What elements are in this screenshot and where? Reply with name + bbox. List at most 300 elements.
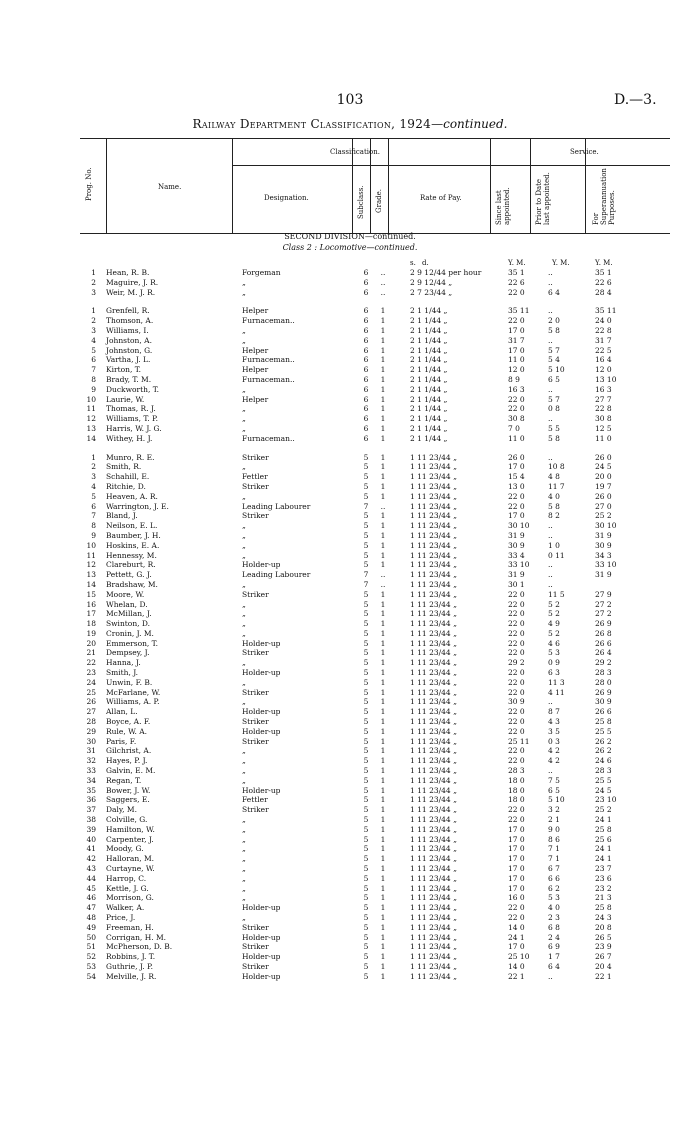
header-rule <box>232 165 490 166</box>
designation: Holder-up <box>242 785 281 795</box>
employee-name: Brady, T. M. <box>106 374 152 384</box>
subclass: 7 <box>363 579 369 589</box>
subclass: 5 <box>363 511 369 521</box>
service-prior: 5 7 <box>548 394 560 404</box>
employee-name: Boyce, A. F. <box>106 717 151 727</box>
table-row <box>0 972 700 982</box>
service-superannuation: 25 8 <box>595 824 612 834</box>
table-row <box>0 531 700 541</box>
grade: 1 <box>380 452 386 462</box>
service-prior: .. <box>548 335 553 345</box>
table-row <box>0 609 700 619</box>
row-number: 48 <box>86 913 96 922</box>
row-number: 41 <box>86 844 96 854</box>
employee-name: Smith, J. <box>106 668 139 678</box>
employee-name: Paris, F. <box>106 736 137 746</box>
service-superannuation: 30 9 <box>595 540 612 550</box>
table-row <box>0 727 700 737</box>
employee-name: McPherson, D. B. <box>106 942 173 952</box>
employee-name: Hamilton, W. <box>106 824 155 834</box>
table-row <box>0 570 700 580</box>
service-since-last: 22 0 <box>508 687 525 697</box>
employee-name: Hayes, P. J. <box>106 756 148 766</box>
service-since-last: 17 0 <box>508 854 525 864</box>
row-number: 33 <box>86 766 96 776</box>
table-row <box>0 903 700 913</box>
rate-of-pay: 1 11 23/44 „ <box>410 834 457 844</box>
designation: „ <box>242 609 246 619</box>
table-row <box>0 893 700 903</box>
table-row <box>0 278 700 288</box>
row-number: 30 <box>86 736 96 746</box>
employee-name: Laurie, W. <box>106 394 145 404</box>
designation: Leading Labourer <box>242 570 311 580</box>
employee-name: Clareburt, R. <box>106 560 156 570</box>
service-superannuation: 20 4 <box>595 961 612 971</box>
designation: „ <box>242 579 246 589</box>
employee-name: Heaven, A. R. <box>106 491 158 501</box>
service-since-last: 17 0 <box>508 883 525 893</box>
row-number: 36 <box>86 795 96 805</box>
rate-of-pay: 1 11 23/44 „ <box>410 609 457 619</box>
table-row <box>0 697 700 707</box>
grade: 1 <box>380 922 386 932</box>
service-prior: 2 3 <box>548 913 560 922</box>
rate-of-pay: 1 11 23/44 „ <box>410 775 457 785</box>
employee-name: Bradshaw, M. <box>106 579 158 589</box>
designation: „ <box>242 491 246 501</box>
service-prior: .. <box>548 277 553 287</box>
row-number: 18 <box>86 619 96 629</box>
title-main: Railway Department Classification, 1924 <box>192 117 432 131</box>
employee-name: Johnston, A. <box>106 335 152 345</box>
service-since-last: 22 0 <box>508 316 525 326</box>
rate-of-pay: 1 11 23/44 „ <box>410 824 457 834</box>
table-row <box>0 560 700 570</box>
employee-name: Kettle, J. G. <box>106 883 149 893</box>
subclass: 6 <box>363 414 369 424</box>
table-row <box>0 688 700 698</box>
employee-name: Johnston, G. <box>106 345 153 355</box>
table-row <box>0 365 700 375</box>
grade: 1 <box>380 599 386 609</box>
employee-name: Cronin, J. M. <box>106 628 154 638</box>
header-superannuation: For Superannuation Purposes. <box>592 168 616 225</box>
rate-of-pay: 1 11 23/44 „ <box>410 805 457 815</box>
service-prior: 1 0 <box>548 540 560 550</box>
service-since-last: 24 1 <box>508 932 525 942</box>
row-number: 26 <box>86 697 96 707</box>
employee-name: Grenfell, R. <box>106 306 150 316</box>
service-since-last: 22 0 <box>508 717 525 727</box>
designation: „ <box>242 815 246 825</box>
subclass: 5 <box>363 668 369 678</box>
row-number: 4 <box>91 335 96 345</box>
service-prior: 2 4 <box>548 932 560 942</box>
service-since-last: 22 0 <box>508 668 525 678</box>
designation: „ <box>242 658 246 668</box>
service-since-last: 22 0 <box>508 589 525 599</box>
table-row <box>0 746 700 756</box>
service-superannuation: 16 4 <box>595 355 612 365</box>
row-number: 2 <box>91 316 96 326</box>
service-superannuation: 22 6 <box>595 277 612 287</box>
table-row <box>0 933 700 943</box>
designation: „ <box>242 540 246 550</box>
service-since-last: 22 0 <box>508 619 525 629</box>
row-number: 24 <box>86 677 96 687</box>
subclass: 5 <box>363 589 369 599</box>
subclass: 5 <box>363 795 369 805</box>
rate-of-pay: 1 11 23/44 „ <box>410 903 457 913</box>
service-superannuation: 26 4 <box>595 648 612 658</box>
service-superannuation: 33 10 <box>595 560 617 570</box>
grade: 1 <box>380 834 386 844</box>
row-number: 31 <box>86 746 96 756</box>
employee-name: Unwin, F. B. <box>106 677 153 687</box>
rate-of-pay: 1 11 23/44 „ <box>410 452 457 462</box>
table-row <box>0 580 700 590</box>
designation: Helper <box>242 306 269 316</box>
service-superannuation: 28 0 <box>595 677 612 687</box>
service-superannuation: 26 7 <box>595 952 612 962</box>
grade: 1 <box>380 864 386 874</box>
grade: 1 <box>380 756 386 766</box>
table-row <box>0 629 700 639</box>
service-since-last: 18 0 <box>508 785 525 795</box>
service-since-last: 22 0 <box>508 491 525 501</box>
grade: 1 <box>380 472 386 482</box>
row-number: 32 <box>86 756 96 766</box>
service-since-last: 33 4 <box>508 550 525 560</box>
service-prior: 6 5 <box>548 374 560 384</box>
table-row <box>0 668 700 678</box>
service-prior: 6 2 <box>548 883 560 893</box>
employee-name: Bland, J. <box>106 511 138 521</box>
grade: 1 <box>380 530 386 540</box>
grade: 1 <box>380 795 386 805</box>
rate-of-pay: 1 11 23/44 „ <box>410 628 457 638</box>
header-grade: Grade. <box>375 189 383 213</box>
subclass: 5 <box>363 638 369 648</box>
rate-of-pay: 1 11 23/44 „ <box>410 854 457 864</box>
rate-of-pay: 2 7 23/44 „ <box>410 287 453 297</box>
row-number: 43 <box>86 864 96 874</box>
subclass: 5 <box>363 805 369 815</box>
service-since-last: 22 0 <box>508 599 525 609</box>
service-since-last: 17 0 <box>508 462 525 472</box>
subclass: 5 <box>363 726 369 736</box>
rate-of-pay: 1 11 23/44 „ <box>410 540 457 550</box>
subclass: 5 <box>363 824 369 834</box>
table-row <box>0 619 700 629</box>
grade: 1 <box>380 365 386 375</box>
row-number: 38 <box>86 815 96 825</box>
employee-name: Colville, G. <box>106 815 148 825</box>
header-rule <box>490 165 670 166</box>
service-prior: 6 7 <box>548 864 560 874</box>
grade: 1 <box>380 345 386 355</box>
service-superannuation: 29 2 <box>595 658 612 668</box>
employee-name: Williams, I. <box>106 325 149 335</box>
header-rule <box>388 139 389 233</box>
grade: 1 <box>380 854 386 864</box>
designation: „ <box>242 530 246 540</box>
service-prior: 6 9 <box>548 942 560 952</box>
service-since-last: 17 0 <box>508 325 525 335</box>
service-since-last: 17 0 <box>508 942 525 952</box>
grade: 1 <box>380 775 386 785</box>
service-superannuation: 22 8 <box>595 404 612 414</box>
designation: „ <box>242 599 246 609</box>
rate-of-pay: 1 11 23/44 „ <box>410 697 457 707</box>
service-superannuation: 25 8 <box>595 717 612 727</box>
designation: Helper <box>242 365 269 375</box>
subclass: 5 <box>363 775 369 785</box>
designation: Striker <box>242 589 269 599</box>
row-number: 1 <box>91 268 96 277</box>
row-number: 34 <box>86 775 96 785</box>
row-number: 11 <box>86 550 96 560</box>
rate-of-pay: 1 11 23/44 „ <box>410 873 457 883</box>
table-row <box>0 326 700 336</box>
subclass: 5 <box>363 932 369 942</box>
subclass: 5 <box>363 707 369 717</box>
service-superannuation: 25 5 <box>595 775 612 785</box>
designation: Holder-up <box>242 726 281 736</box>
service-since-last: 22 0 <box>508 609 525 619</box>
service-since-last: 8 9 <box>508 374 520 384</box>
service-prior: 0 8 <box>548 404 560 414</box>
service-since-last: 35 11 <box>508 306 530 316</box>
service-prior: 0 3 <box>548 736 560 746</box>
service-superannuation: 19 7 <box>595 481 612 491</box>
employee-name: Halloran, M. <box>106 854 155 864</box>
service-since-last: 16 0 <box>508 893 525 903</box>
employee-name: Hanna, J. <box>106 658 141 668</box>
employee-name: Moore, W. <box>106 589 145 599</box>
designation: „ <box>242 746 246 756</box>
subclass: 5 <box>363 864 369 874</box>
subclass: 5 <box>363 540 369 550</box>
rate-of-pay: 1 11 23/44 „ <box>410 932 457 942</box>
table-row <box>0 805 700 815</box>
service-prior: 8 2 <box>548 511 560 521</box>
service-superannuation: 26 2 <box>595 736 612 746</box>
designation: Striker <box>242 942 269 952</box>
designation: Helper <box>242 345 269 355</box>
row-number: 20 <box>86 638 96 648</box>
rate-of-pay: 1 11 23/44 „ <box>410 570 457 580</box>
subclass: 5 <box>363 873 369 883</box>
service-since-last: 22 1 <box>508 971 525 981</box>
employee-name: Weir, M. J. R. <box>106 287 156 297</box>
table-row <box>0 395 700 405</box>
service-prior: 0 11 <box>548 550 565 560</box>
designation: Furnaceman.. <box>242 374 295 384</box>
service-since-last: 30 9 <box>508 540 525 550</box>
service-since-last: 25 10 <box>508 952 530 962</box>
rate-of-pay: 1 11 23/44 „ <box>410 717 457 727</box>
table-row <box>0 424 700 434</box>
service-superannuation: 16 3 <box>595 384 612 394</box>
rate-of-pay: 1 11 23/44 „ <box>410 521 457 531</box>
service-prior: 2 0 <box>548 316 560 326</box>
table-row <box>0 844 700 854</box>
service-since-last: 29 2 <box>508 658 525 668</box>
subclass: 5 <box>363 922 369 932</box>
employee-name: Dempsey, J. <box>106 648 150 658</box>
rate-of-pay: 1 11 23/44 „ <box>410 913 457 922</box>
designation: Holder-up <box>242 707 281 717</box>
rate-of-pay: 2 1 1/44 „ <box>410 374 448 384</box>
row-number: 10 <box>86 540 96 550</box>
rate-of-pay: 2 1 1/44 „ <box>410 355 448 365</box>
header-classification: Classification. <box>330 148 380 156</box>
subclass: 5 <box>363 628 369 638</box>
designation: Holder-up <box>242 638 281 648</box>
service-superannuation: 26 9 <box>595 687 612 697</box>
service-superannuation: 23 10 <box>595 795 617 805</box>
service-superannuation: 22 5 <box>595 345 612 355</box>
rate-of-pay: 1 11 23/44 „ <box>410 922 457 932</box>
service-prior: .. <box>548 384 553 394</box>
table-row <box>0 385 700 395</box>
document-reference: D.—3. <box>614 92 657 108</box>
subclass: 5 <box>363 677 369 687</box>
classification-table <box>0 268 700 982</box>
grade: 1 <box>380 785 386 795</box>
designation: Striker <box>242 736 269 746</box>
row-number: 52 <box>86 952 96 962</box>
table-row <box>0 658 700 668</box>
subclass: 6 <box>363 394 369 404</box>
service-prior: .. <box>548 579 553 589</box>
row-number: 47 <box>86 903 96 913</box>
designation: Leading Labourer <box>242 501 311 511</box>
service-since-last: 22 0 <box>508 913 525 922</box>
employee-name: Duckworth, T. <box>106 384 160 394</box>
employee-name: McMillan, J. <box>106 609 152 619</box>
rate-of-pay: 2 1 1/44 „ <box>410 365 448 375</box>
service-since-last: 30 9 <box>508 697 525 707</box>
grade: .. <box>380 287 386 297</box>
rate-of-pay: 1 11 23/44 „ <box>410 491 457 501</box>
service-superannuation: 26 0 <box>595 491 612 501</box>
employee-name: Saggers, E. <box>106 795 150 805</box>
rate-of-pay: 2 1 1/44 „ <box>410 384 448 394</box>
service-prior: 5 2 <box>548 609 560 619</box>
grade: .. <box>380 501 386 511</box>
table-row <box>0 825 700 835</box>
title-suffix: —continued. <box>431 117 508 131</box>
unit-years-months: Y. M. <box>508 259 526 267</box>
grade: 1 <box>380 433 386 443</box>
service-superannuation: 22 8 <box>595 325 612 335</box>
employee-name: Williams, T. P. <box>106 414 158 424</box>
row-number: 2 <box>91 462 96 472</box>
service-superannuation: 12 5 <box>595 423 612 433</box>
rate-of-pay: 1 11 23/44 „ <box>410 648 457 658</box>
employee-name: Robbins, J. T. <box>106 952 156 962</box>
subclass: 5 <box>363 913 369 922</box>
designation: „ <box>242 844 246 854</box>
row-number: 13 <box>86 423 96 433</box>
service-superannuation: 23 7 <box>595 864 612 874</box>
rate-of-pay: 1 11 23/44 „ <box>410 579 457 589</box>
grade: 1 <box>380 805 386 815</box>
service-superannuation: 24 0 <box>595 316 612 326</box>
table-row <box>0 864 700 874</box>
designation: „ <box>242 521 246 531</box>
grade: 1 <box>380 374 386 384</box>
designation: „ <box>242 913 246 922</box>
row-number: 17 <box>86 609 96 619</box>
row-number: 1 <box>91 306 96 316</box>
subclass: 5 <box>363 521 369 531</box>
header-rule <box>530 139 531 233</box>
service-since-last: 28 3 <box>508 766 525 776</box>
service-superannuation: 27 2 <box>595 599 612 609</box>
service-prior: .. <box>548 530 553 540</box>
rate-of-pay: 2 1 1/44 „ <box>410 394 448 404</box>
row-number: 10 <box>86 394 96 404</box>
designation: „ <box>242 775 246 785</box>
service-prior: .. <box>548 452 553 462</box>
employee-name: Walker, A. <box>106 903 145 913</box>
table-row <box>0 414 700 424</box>
service-prior: 5 5 <box>548 423 560 433</box>
designation: Fettler <box>242 795 268 805</box>
rate-of-pay: 1 11 23/44 „ <box>410 638 457 648</box>
rate-of-pay: 1 11 23/44 „ <box>410 668 457 678</box>
subclass: 5 <box>363 971 369 981</box>
designation: „ <box>242 550 246 560</box>
rate-of-pay: 1 11 23/44 „ <box>410 795 457 805</box>
designation: Striker <box>242 511 269 521</box>
employee-name: Hoskins, E. A. <box>106 540 160 550</box>
row-number: 2 <box>91 277 96 287</box>
row-number: 12 <box>86 414 96 424</box>
row-number: 16 <box>86 599 96 609</box>
grade: 1 <box>380 903 386 913</box>
service-superannuation: 28 3 <box>595 766 612 776</box>
service-since-last: 22 0 <box>508 404 525 414</box>
service-prior: 5 8 <box>548 325 560 335</box>
subclass: 6 <box>363 345 369 355</box>
table-row <box>0 551 700 561</box>
subclass: 6 <box>363 316 369 326</box>
table-row <box>0 268 700 278</box>
service-since-last: 31 9 <box>508 530 525 540</box>
row-number: 23 <box>86 668 96 678</box>
subclass: 5 <box>363 961 369 971</box>
service-prior: 4 2 <box>548 756 560 766</box>
designation: Holder-up <box>242 932 281 942</box>
grade: 1 <box>380 521 386 531</box>
table-row <box>0 521 700 531</box>
grade: 1 <box>380 746 386 756</box>
designation: „ <box>242 384 246 394</box>
designation: „ <box>242 628 246 638</box>
designation: Furnaceman.. <box>242 433 295 443</box>
table-row <box>0 306 700 316</box>
employee-name: Curtayne, W. <box>106 864 155 874</box>
grade: 1 <box>380 589 386 599</box>
grade: 1 <box>380 609 386 619</box>
header-since-last: Since last appointed. <box>495 187 511 225</box>
employee-name: Freeman, H. <box>106 922 154 932</box>
